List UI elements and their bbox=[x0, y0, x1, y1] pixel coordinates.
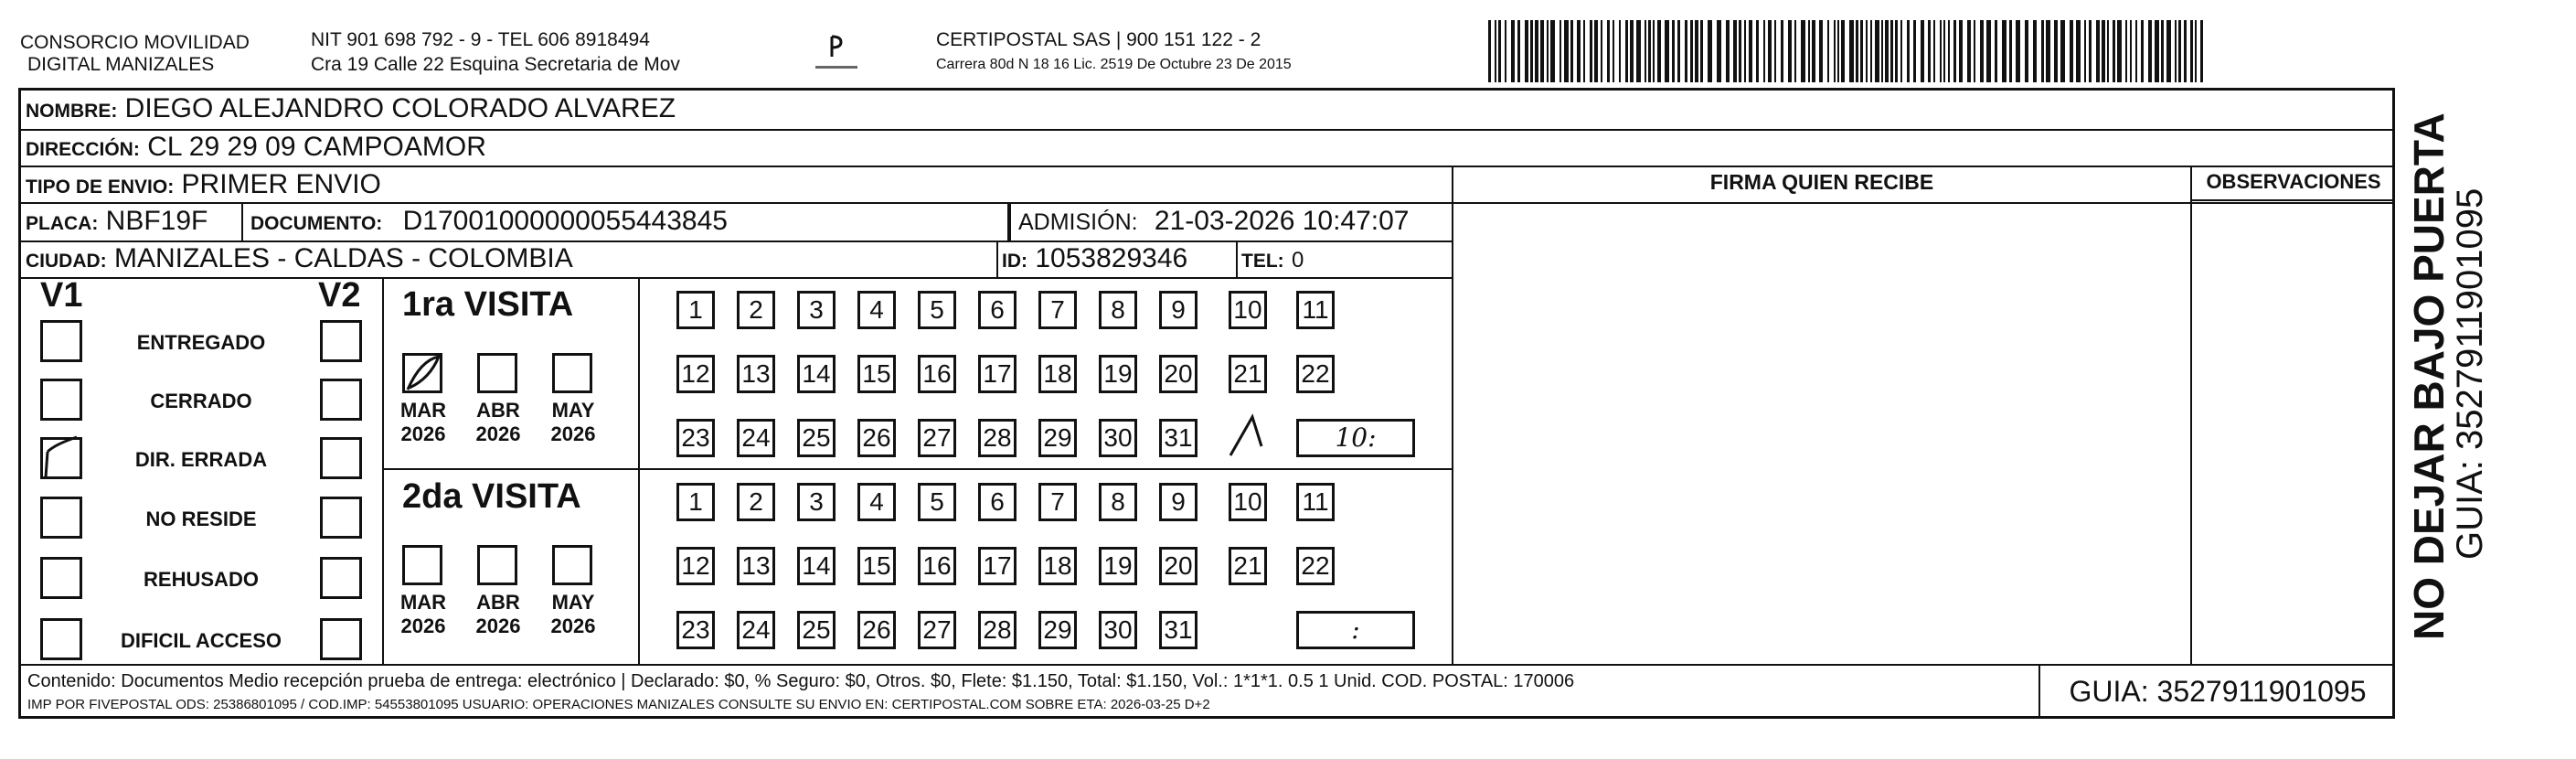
day-box[interactable]: 15 bbox=[857, 355, 896, 393]
nit-line: NIT 901 698 792 - 9 - TEL 606 8918494 bbox=[311, 29, 650, 50]
v1-checkbox[interactable] bbox=[40, 618, 82, 660]
plate-field bbox=[26, 206, 208, 240]
day-box[interactable]: 31 bbox=[1159, 611, 1198, 649]
handwritten-day-mark bbox=[1225, 410, 1280, 465]
month-checkbox[interactable] bbox=[402, 545, 442, 585]
tel-value: 0 bbox=[1292, 248, 1304, 273]
id-field bbox=[1002, 243, 1187, 277]
id-label: ID: bbox=[1002, 251, 1027, 272]
day-box[interactable]: 23 bbox=[676, 419, 715, 457]
day-box[interactable]: 28 bbox=[978, 419, 1017, 457]
day-box[interactable]: 5 bbox=[918, 291, 956, 329]
id-value: 1053829346 bbox=[1035, 243, 1188, 273]
v1-checkbox[interactable] bbox=[40, 379, 82, 421]
day-box[interactable]: 6 bbox=[978, 291, 1017, 329]
address-value: CL 29 29 09 CAMPOAMOR bbox=[147, 132, 486, 162]
day-box[interactable]: 24 bbox=[737, 419, 775, 457]
time-box[interactable]: 10: bbox=[1296, 419, 1415, 457]
day-box[interactable]: 13 bbox=[737, 355, 775, 393]
day-box[interactable]: 6 bbox=[978, 483, 1017, 521]
name-field bbox=[26, 93, 676, 127]
day-box[interactable]: 14 bbox=[797, 547, 836, 585]
day-box[interactable]: 12 bbox=[676, 355, 715, 393]
day-box[interactable]: 7 bbox=[1038, 483, 1077, 521]
document-field bbox=[250, 206, 728, 240]
day-box[interactable]: 21 bbox=[1229, 355, 1267, 393]
day-box[interactable]: 7 bbox=[1038, 291, 1077, 329]
year-label: 2026 bbox=[550, 615, 596, 637]
month-checkbox[interactable] bbox=[552, 545, 592, 585]
tel-field bbox=[1241, 243, 1304, 277]
day-box[interactable]: 22 bbox=[1296, 547, 1335, 585]
status-label: DIFICIL ACCESO bbox=[120, 629, 282, 652]
day-box[interactable]: 3 bbox=[797, 483, 836, 521]
barcode bbox=[1488, 20, 2210, 82]
document-label: DOCUMENTO: bbox=[250, 213, 383, 234]
v2-checkbox[interactable] bbox=[320, 379, 362, 421]
handwritten-check-mark bbox=[402, 351, 448, 397]
address-line: Cra 19 Calle 22 Esquina Secretaria de Mov bbox=[311, 54, 680, 75]
month-label: ABR bbox=[476, 591, 520, 614]
no-under-door-warning: NO DEJAR BAJO PUERTA bbox=[2405, 112, 2453, 640]
tel-label: TEL: bbox=[1241, 251, 1284, 272]
city-value: MANIZALES - CALDAS - COLOMBIA bbox=[114, 243, 573, 273]
year-label: 2026 bbox=[400, 422, 446, 445]
month-label: MAR bbox=[399, 591, 447, 614]
day-box[interactable]: 17 bbox=[978, 355, 1017, 393]
day-box[interactable]: 27 bbox=[918, 611, 956, 649]
status-label: CERRADO bbox=[150, 390, 252, 412]
status-label: NO RESIDE bbox=[145, 508, 257, 530]
day-box[interactable]: 11 bbox=[1296, 291, 1335, 329]
year-label: 2026 bbox=[475, 615, 521, 637]
day-box[interactable]: 10 bbox=[1229, 291, 1267, 329]
v2-checkbox[interactable] bbox=[320, 437, 362, 479]
day-box[interactable]: 2 bbox=[737, 291, 775, 329]
month-label: MAY bbox=[551, 399, 595, 422]
day-box[interactable]: 1 bbox=[676, 483, 715, 521]
day-box[interactable]: 28 bbox=[978, 611, 1017, 649]
handwritten-check-mark bbox=[37, 428, 91, 483]
day-box[interactable]: 22 bbox=[1296, 355, 1335, 393]
visit1-title: 1ra VISITA bbox=[402, 285, 574, 324]
day-box[interactable]: 10 bbox=[1229, 483, 1267, 521]
v2-checkbox[interactable] bbox=[320, 557, 362, 599]
side-guide: GUIA: 3527911901095 bbox=[2450, 187, 2490, 560]
day-box[interactable]: 4 bbox=[857, 291, 896, 329]
day-box[interactable]: 24 bbox=[737, 611, 775, 649]
day-box[interactable]: 20 bbox=[1159, 355, 1198, 393]
v2-checkbox[interactable] bbox=[320, 320, 362, 362]
day-box[interactable]: 26 bbox=[857, 611, 896, 649]
day-box[interactable]: 12 bbox=[676, 547, 715, 585]
signature-area[interactable] bbox=[1463, 207, 2181, 655]
courier-line-1: CERTIPOSTAL SAS | 900 151 122 - 2 bbox=[936, 29, 1261, 50]
day-box[interactable]: 1 bbox=[676, 291, 715, 329]
day-box[interactable]: 31 bbox=[1159, 419, 1198, 457]
day-box[interactable]: 29 bbox=[1038, 419, 1077, 457]
day-box[interactable]: 2 bbox=[737, 483, 775, 521]
v2-label: V2 bbox=[318, 276, 361, 315]
v2-checkbox[interactable] bbox=[320, 618, 362, 660]
plate-value: NBF19F bbox=[105, 206, 208, 236]
day-box[interactable]: 8 bbox=[1099, 483, 1137, 521]
city-label: CIUDAD: bbox=[26, 251, 107, 272]
day-box[interactable]: 25 bbox=[797, 419, 836, 457]
day-box[interactable]: 16 bbox=[918, 547, 956, 585]
company-line-1: CONSORCIO MOVILIDAD bbox=[20, 32, 250, 53]
v1-label: V1 bbox=[40, 276, 83, 315]
footer-line-2: IMP POR FIVEPOSTAL ODS: 25386801095 / COD.IMP: 54553801095 USUARIO: OPERACIONES MANIZALES CONSULTE SU ENVIO EN: CERTIPOSTAL.COM SOBRE ETA: 2026-03-25 D+2 bbox=[27, 697, 1210, 712]
admission-field bbox=[1018, 206, 1410, 238]
admission-label: ADMISIÓN: bbox=[1018, 209, 1138, 235]
day-box[interactable]: 4 bbox=[857, 483, 896, 521]
status-label: REHUSADO bbox=[144, 568, 259, 591]
address-label: DIRECCIÓN: bbox=[26, 139, 140, 160]
day-box[interactable]: 30 bbox=[1099, 419, 1137, 457]
address-field bbox=[26, 132, 486, 166]
year-label: 2026 bbox=[550, 422, 596, 445]
day-box[interactable]: 19 bbox=[1099, 547, 1137, 585]
v1-checkbox[interactable] bbox=[40, 557, 82, 599]
day-box[interactable]: 18 bbox=[1038, 355, 1077, 393]
v1-checkbox[interactable] bbox=[40, 497, 82, 539]
month-label: MAY bbox=[551, 591, 595, 614]
time-box[interactable]: : bbox=[1296, 611, 1415, 649]
day-box[interactable]: 23 bbox=[676, 611, 715, 649]
send-type-label: TIPO DE ENVIO: bbox=[26, 176, 175, 198]
month-label: MAR bbox=[399, 399, 447, 422]
courier-line-2: Carrera 80d N 18 16 Lic. 2519 De Octubre 23 De 2015 bbox=[936, 57, 1292, 72]
status-label: ENTREGADO bbox=[136, 331, 266, 354]
day-box[interactable]: 21 bbox=[1229, 547, 1267, 585]
day-box[interactable]: 9 bbox=[1159, 483, 1198, 521]
day-box[interactable]: 9 bbox=[1159, 291, 1198, 329]
month-checkbox[interactable] bbox=[477, 353, 517, 393]
day-box[interactable]: 27 bbox=[918, 419, 956, 457]
admission-value: 21-03-2026 10:47:07 bbox=[1154, 206, 1410, 236]
v2-checkbox[interactable] bbox=[320, 497, 362, 539]
day-box[interactable]: 20 bbox=[1159, 547, 1198, 585]
month-label: ABR bbox=[476, 399, 520, 422]
name-label: NOMBRE: bbox=[26, 101, 118, 122]
day-box[interactable]: 18 bbox=[1038, 547, 1077, 585]
observations-header: OBSERVACIONES bbox=[2206, 170, 2381, 193]
day-box[interactable]: 3 bbox=[797, 291, 836, 329]
signature-header: FIRMA QUIEN RECIBE bbox=[1709, 170, 1934, 194]
day-box[interactable]: 19 bbox=[1099, 355, 1137, 393]
status-label: DIR. ERRADA bbox=[134, 448, 268, 471]
send-type-value: PRIMER ENVIO bbox=[181, 169, 381, 199]
month-checkbox[interactable] bbox=[552, 353, 592, 393]
day-box[interactable]: 30 bbox=[1099, 611, 1137, 649]
day-box[interactable]: 17 bbox=[978, 547, 1017, 585]
year-label: 2026 bbox=[400, 615, 446, 637]
plate-label: PLACA: bbox=[26, 213, 99, 234]
day-box[interactable]: 15 bbox=[857, 547, 896, 585]
v1-checkbox[interactable] bbox=[40, 320, 82, 362]
footer-line-1: Contenido: Documentos Medio recepción prueba de entrega: electrónico | Declarado: $0, % Seguro: $0, Otros. $0, Flete: $1.150, Total: $1.150, Vol.: 1*1*1. 0.5 1 Unid. COD. POSTAL: 170006 bbox=[27, 671, 1575, 691]
day-box[interactable]: 16 bbox=[918, 355, 956, 393]
send-type-field bbox=[26, 169, 381, 203]
observations-area[interactable] bbox=[2198, 207, 2386, 655]
day-box[interactable]: 5 bbox=[918, 483, 956, 521]
day-box[interactable]: 14 bbox=[797, 355, 836, 393]
courier-logo-icon bbox=[804, 31, 868, 77]
day-box[interactable]: 13 bbox=[737, 547, 775, 585]
footer-guide: GUIA: 3527911901095 bbox=[2069, 675, 2367, 708]
month-checkbox[interactable] bbox=[477, 545, 517, 585]
day-box[interactable]: 26 bbox=[857, 419, 896, 457]
day-box[interactable]: 11 bbox=[1296, 483, 1335, 521]
year-label: 2026 bbox=[475, 422, 521, 445]
day-box[interactable]: 25 bbox=[797, 611, 836, 649]
name-value: DIEGO ALEJANDRO COLORADO ALVAREZ bbox=[124, 93, 676, 123]
document-value: D17001000000055443845 bbox=[402, 206, 728, 236]
company-line-2: DIGITAL MANIZALES bbox=[27, 54, 215, 75]
day-box[interactable]: 29 bbox=[1038, 611, 1077, 649]
day-box[interactable]: 8 bbox=[1099, 291, 1137, 329]
city-field bbox=[26, 243, 573, 277]
visit2-title: 2da VISITA bbox=[402, 477, 581, 516]
